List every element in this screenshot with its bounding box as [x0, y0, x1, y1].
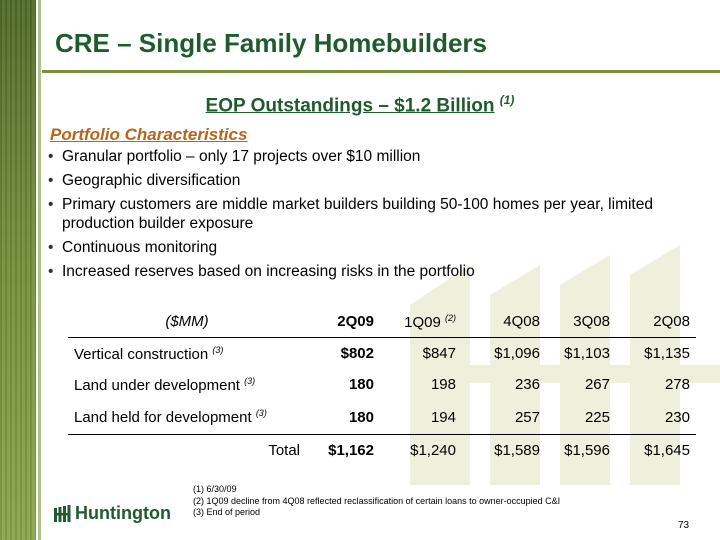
row-label: Vertical construction $^{(3)}$ — [74, 344, 224, 363]
left-accent-line — [38, 0, 41, 540]
row-label: Land under development $^{(3)}$ — [74, 375, 256, 394]
bullet-list — [48, 147, 698, 286]
table-cell: 180 — [348, 376, 374, 393]
table-cell: $1,103 — [564, 345, 610, 362]
huntington-mark-icon — [53, 505, 71, 523]
logo-text: Huntington — [75, 503, 171, 523]
bullet-item: • Increased reserves based on increasing risks in the portfolio — [48, 262, 698, 281]
table-header-label: ($MM) — [68, 306, 306, 338]
table-cell: $1,596 — [546, 435, 616, 467]
footnotes — [193, 484, 560, 519]
table-cell: 278 — [664, 376, 690, 393]
table-cell: 225 — [584, 408, 610, 426]
table-cell: 180 — [348, 408, 374, 426]
footnote: (2) 1Q09 decline from 4Q08 reflected reclassification of certain loans to owner-occupied C&I — [193, 495, 561, 506]
table-cell: $1,589 — [462, 435, 546, 467]
footnote: (3) End of period — [193, 507, 261, 517]
subtitle-footnote-ref: (1) — [499, 93, 515, 107]
huntington-logo — [53, 503, 171, 524]
row-label: Land held for development $^{(3)}$ — [74, 408, 267, 426]
table-cell: 230 — [664, 408, 690, 426]
table-cell: $1,240 — [380, 435, 462, 467]
slide-title: CRE – Single Family Homebuilders — [55, 28, 487, 58]
bullet-item: • Continuous monitoring — [48, 238, 698, 257]
page-number: 73 — [678, 520, 690, 531]
table-cell: 236 — [514, 376, 540, 393]
table-column-header: 4Q08 — [462, 306, 546, 338]
bullet-item: • Granular portfolio – only 17 projects over $10 million — [48, 147, 698, 166]
table-cell: $802 — [340, 345, 374, 362]
table-cell: $1,135 — [644, 345, 690, 362]
table-cell: 198 — [430, 376, 456, 393]
bullet-item: • Primary customers are middle market builders building 50-100 homes per year, limited production builder exposure — [48, 195, 698, 233]
table-column-header: 3Q08 — [546, 306, 616, 338]
table-cell: $847 — [422, 345, 456, 362]
table-total-row — [68, 435, 696, 467]
table-cell: $1,645 — [616, 435, 696, 467]
table-cell: 194 — [430, 408, 456, 426]
left-decorative-bar — [0, 0, 36, 540]
table-row — [68, 369, 696, 400]
table-column-header: 2Q08 — [616, 306, 696, 338]
footnote: (1) 6/30/09 — [193, 484, 237, 494]
subtitle-text: EOP Outstandings – $1.2 Billion — [205, 95, 495, 117]
outstandings-table — [68, 306, 696, 466]
title-rule — [42, 70, 720, 73]
table-header-row — [68, 306, 696, 338]
table-cell: 267 — [584, 376, 610, 393]
table-row — [68, 400, 696, 435]
total-label: Total — [68, 435, 306, 467]
table-cell: 257 — [514, 408, 540, 426]
table-column-header: 2Q09 — [306, 306, 380, 338]
table-cell: $1,162 — [306, 435, 380, 467]
subtitle — [0, 93, 720, 117]
section-heading: Portfolio Characteristics — [50, 125, 248, 144]
bullet-item: • Geographic diversification — [48, 171, 698, 190]
table-row — [68, 338, 696, 370]
table-cell: $1,096 — [494, 345, 540, 362]
table-column-header: 1Q09 $^{(2)}$ — [380, 306, 462, 338]
